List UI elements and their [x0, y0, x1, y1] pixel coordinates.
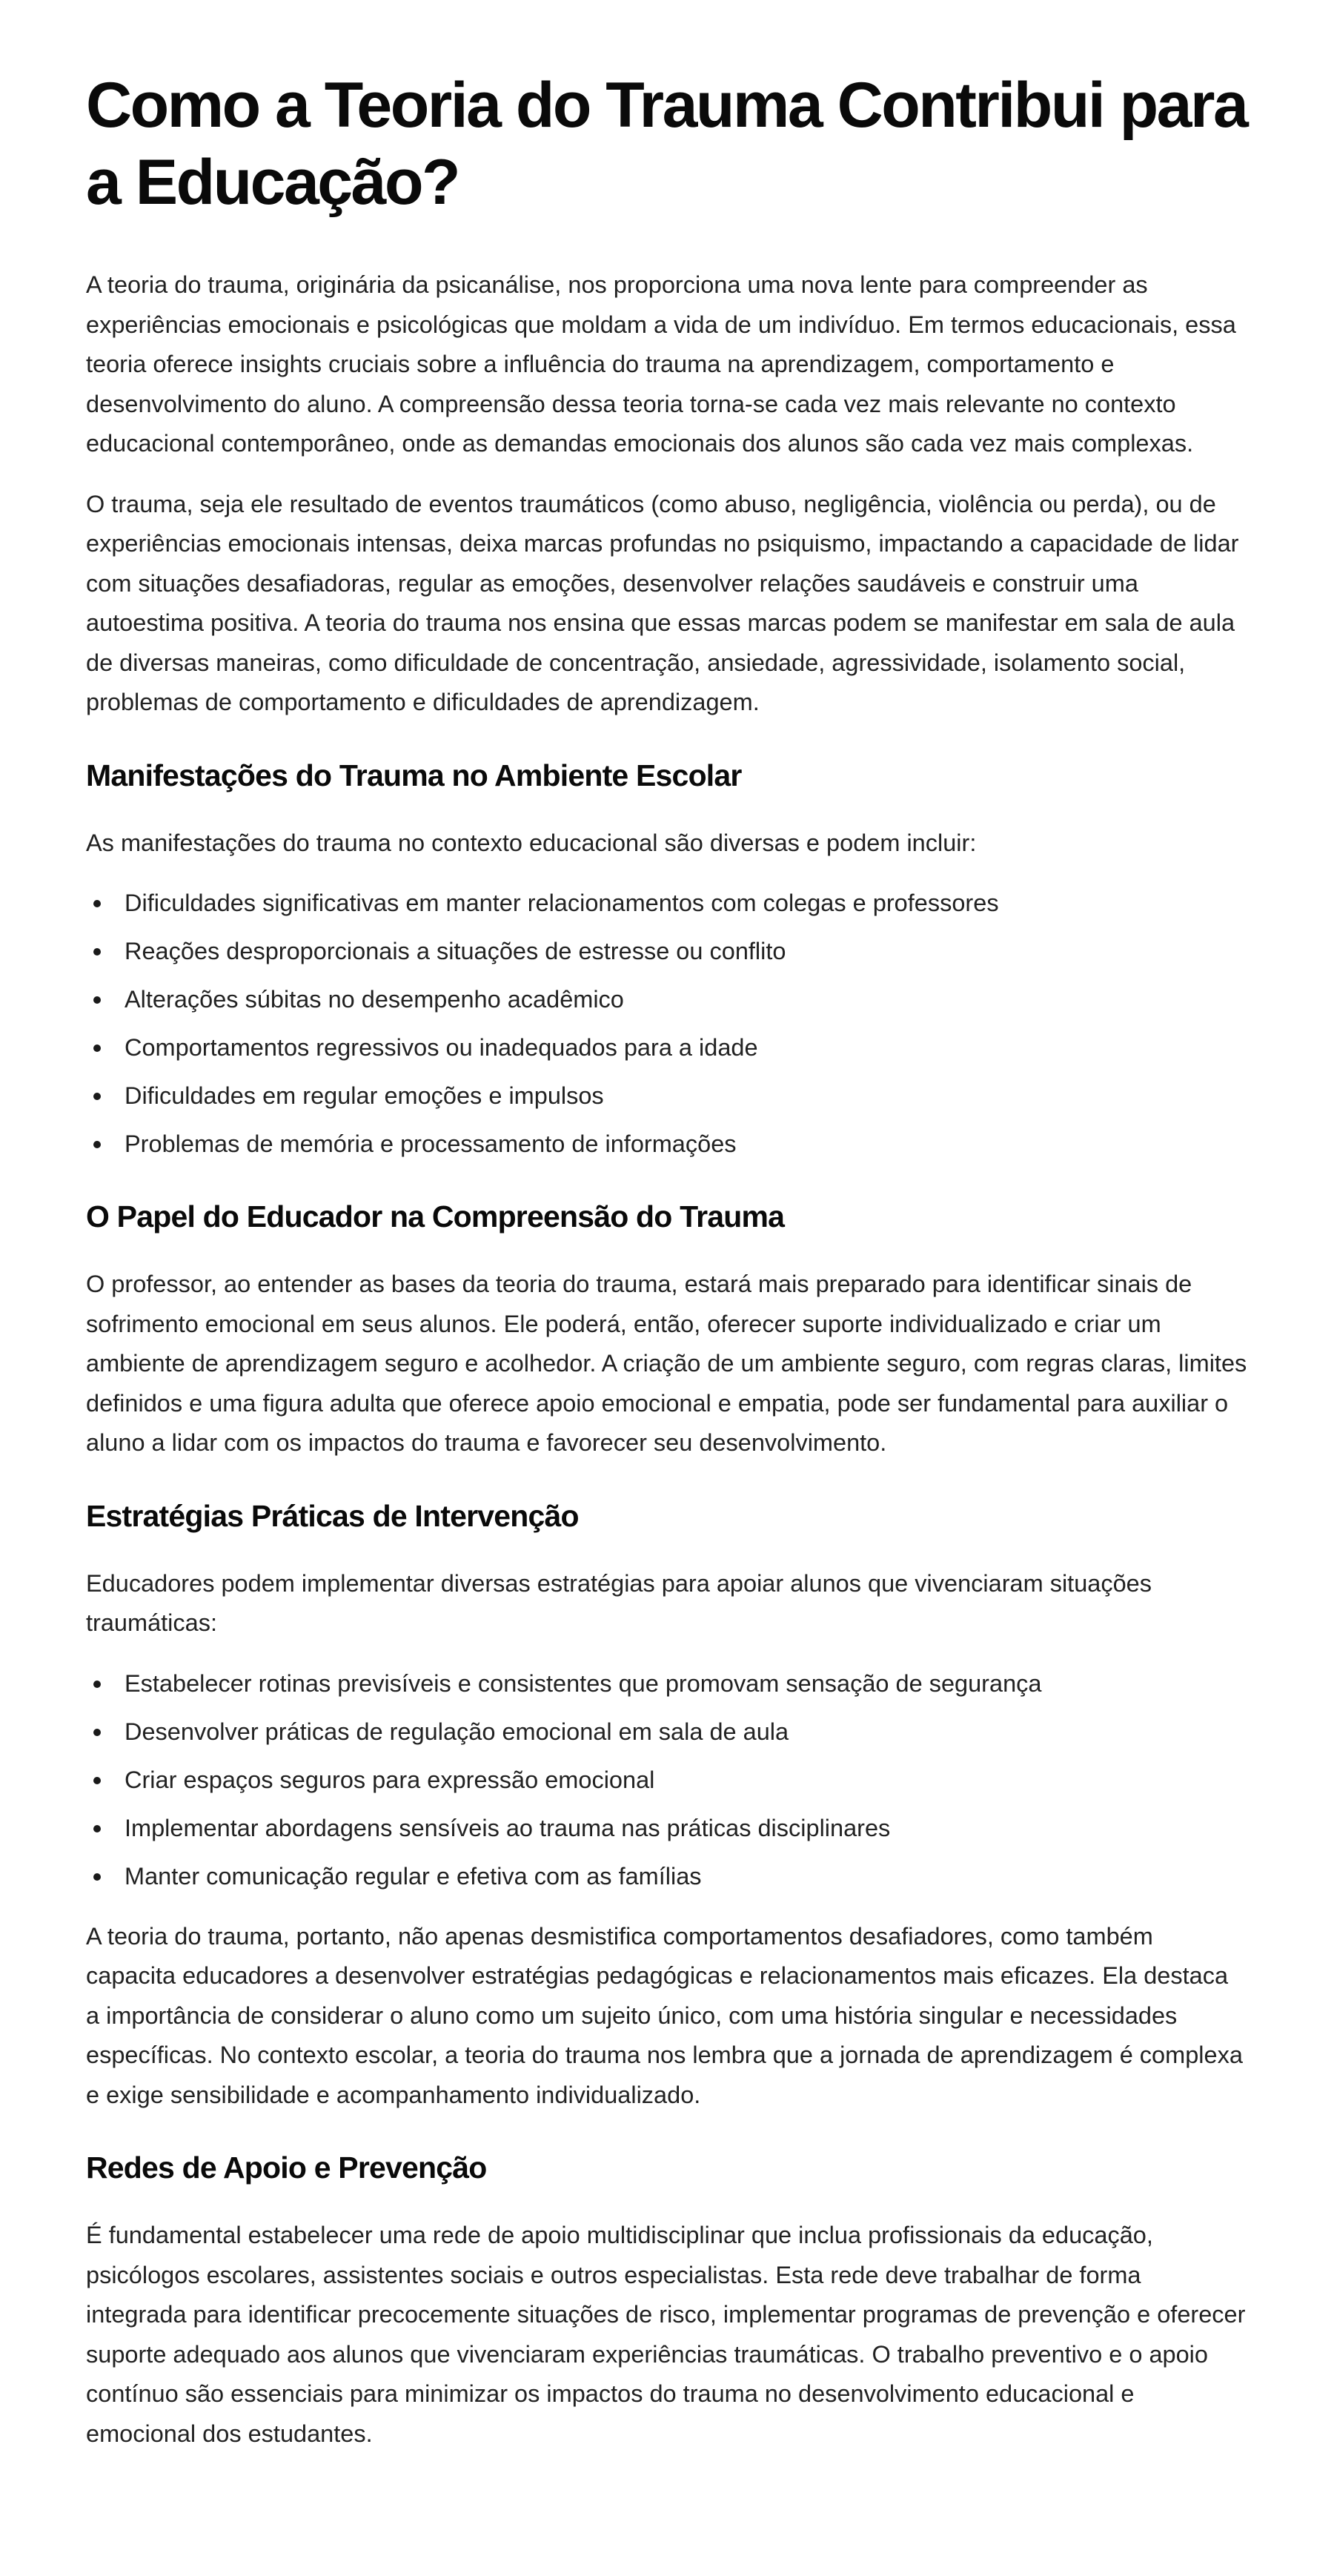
section-lead: Educadores podem implementar diversas estratégias para apoiar alunos que vivenciaram situações traumáticas: — [86, 1569, 1152, 1636]
section-closing: A teoria do trauma, portanto, não apenas desmistifica comportamentos desafiadores, como também capacita educadores a desenvolver estratégias pedagógicas e relacionamentos mais eficazes. Ela destaca a importância de considerar o aluno como um sujeito único, com uma história singular e necessidades específicas. No contexto escolar, a teoria do trauma nos lembra que a jornada de aprendizagem é complexa e exige sensibilidade e acompanhamento individualizado. — [86, 1922, 1243, 2108]
list-item: Implementar abordagens sensíveis ao trauma nas práticas disciplinares — [125, 1809, 1248, 1848]
section-manifestations — [86, 755, 1248, 1165]
list-item: Reações desproporcionais a situações de estresse ou conflito — [125, 932, 1248, 971]
section-educator-role — [86, 1196, 1248, 1463]
section-lead: As manifestações do trauma no contexto educacional são diversas e podem incluir: — [86, 829, 977, 856]
section-heading: Manifestações do Trauma no Ambiente Escolar — [86, 758, 742, 792]
intro-paragraph: O trauma, seja ele resultado de eventos traumáticos (como abuso, negligência, violência ou perda), ou de experiências emocionais intensas, deixa marcas profundas no psiquismo, impactando a capacidade de lidar com situações desafiadoras, regular as emoções, desenvolver relações saudáveis e construir uma autoestima positiva. A teoria do trauma nos ensina que essas marcas podem se manifestar em sala de aula de diversas maneiras, como dificuldade de concentração, ansiedade, agressividade, isolamento social, problemas de comportamento e dificuldades de aprendizagem. — [86, 490, 1239, 715]
section-heading: Redes de Apoio e Prevenção — [86, 2150, 487, 2185]
section-heading: Estratégias Práticas de Intervenção — [86, 1498, 579, 1533]
section-support-networks — [86, 2148, 1248, 2454]
list-item: Comportamentos regressivos ou inadequados para a idade — [125, 1028, 1248, 1067]
section-body: O professor, ao entender as bases da teoria do trauma, estará mais preparado para identificar sinais de sofrimento emocional em seus alunos. Ele poderá, então, oferecer suporte individualizado e criar um ambiente de aprendizagem seguro e acolhedor. A criação de um ambiente seguro, com regras claras, limites definidos e uma figura adulta que oferece apoio emocional e empatia, pode ser fundamental para auxiliar o aluno a lidar com os impactos do trauma e favorecer seu desenvolvimento. — [86, 1271, 1247, 1456]
list-item: Problemas de memória e processamento de informações — [125, 1125, 1248, 1164]
list-item: Dificuldades em regular emoções e impulsos — [125, 1076, 1248, 1116]
list-item: Manter comunicação regular e efetiva com as famílias — [125, 1857, 1248, 1896]
list-item: Alterações súbitas no desempenho acadêmico — [125, 980, 1248, 1019]
list-item: Desenvolver práticas de regulação emocional em sala de aula — [125, 1712, 1248, 1752]
page-title: Como a Teoria do Trauma Contribui para a Educação? — [86, 70, 1247, 218]
section-strategies — [86, 1496, 1248, 2116]
list-item: Criar espaços seguros para expressão emocional — [125, 1761, 1248, 1800]
section-heading: O Papel do Educador na Compreensão do Trauma — [86, 1199, 785, 1234]
intro-paragraph: A teoria do trauma, originária da psicanálise, nos proporciona uma nova lente para compreender as experiências emocionais e psicológicas que moldam a vida de um indivíduo. Em termos educacionais, essa teoria oferece insights cruciais sobre a influência do trauma na aprendizagem, comportamento e desenvolvimento do aluno. A compreensão dessa teoria torna-se cada vez mais relevante no contexto educacional contemporâneo, onde as demandas emocionais dos alunos são cada vez mais complexas. — [86, 271, 1236, 457]
manifestations-list — [86, 884, 1248, 1164]
strategies-list — [86, 1664, 1248, 1896]
section-body: É fundamental estabelecer uma rede de apoio multidisciplinar que inclua profissionais da educação, psicólogos escolares, assistentes sociais e outros especialistas. Esta rede deve trabalhar de forma integrada para identificar precocemente situações de risco, implementar programas de prevenção e oferecer suporte adequado aos alunos que vivenciaram experiências traumáticas. O trabalho preventivo e o apoio contínuo são essenciais para minimizar os impactos do trauma no desenvolvimento educacional e emocional dos estudantes. — [86, 2222, 1246, 2447]
list-item: Estabelecer rotinas previsíveis e consistentes que promovam sensação de segurança — [125, 1664, 1248, 1703]
list-item: Dificuldades significativas em manter relacionamentos com colegas e professores — [125, 884, 1248, 923]
